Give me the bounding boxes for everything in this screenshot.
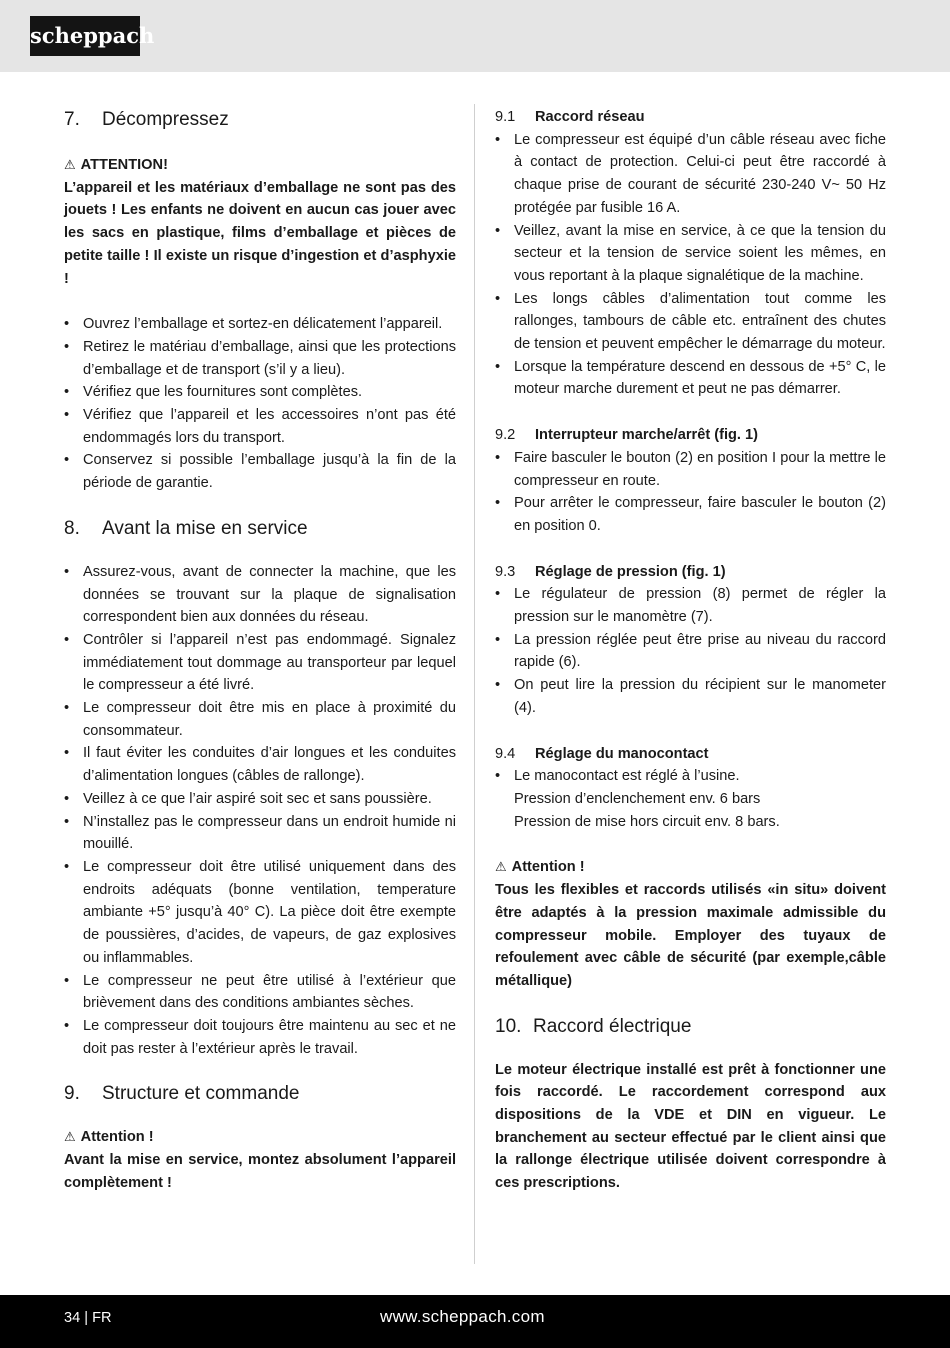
list-item: • Pour arrêter le compresseur, faire basculer le bouton (2) en position 0. [495,495,886,534]
section-number: 9.1 [495,109,516,125]
warning-triangle-icon: ⚠ [64,1129,76,1145]
list-item: • Le compresseur ne peut être utilisé à l’extérieur que brièvement dans des conditions ambiantes sèches. [64,972,456,1012]
left-column [64,106,456,1194]
mains-connection-list [495,129,886,401]
list-item: • N’installez pas le compresseur dans un endroit humide ni mouillé. [64,813,456,853]
section-number: 9. [64,1083,80,1105]
warning-title: ATTENTION! [80,157,168,173]
section-9-4-heading [495,743,886,766]
scheppach-logo: scheppach [30,16,140,56]
section-7-heading [64,106,456,134]
section-number: 8. [64,517,80,539]
warning-text: L’appareil et les matériaux d’emballage ne sont pas des jouets ! Les enfants ne doivent en aucun cas jouer avec les sacs en plastique, films d’emballage et pièces de petite taille ! Il existe un risque d’ingestion et d’asphyxie ! [64,179,456,287]
before-service-list [64,561,456,1060]
list-item: • Le manocontact est réglé à l’usine. Pression d’enclenchement env. 6 bars Pression de mise hors circuit env. 8 bars. [495,765,886,833]
section-title: Interrupteur marche/arrêt (fig. 1) [535,427,759,444]
warning-text: Tous les flexibles et raccords utilisés «in situ» doivent être adaptés à la pression maximale admissible du compresseur mobile. Employer des tuyaux de refoulement avec câble de sécurité (par exemple,câble métallique) [495,882,886,989]
unpack-list [64,313,456,495]
section-number: 7. [64,109,80,130]
section-number: 9.2 [495,427,516,444]
right-column [495,106,886,1195]
list-item: • Vérifiez que les fournitures sont complètes. [64,384,363,401]
list-item: • Retirez le matériau d’emballage, ainsi que les protections d’emballage et de transport (s’il y a lieu). [64,338,456,378]
website-url: www.scheppach.com [380,1307,545,1326]
section-8-heading [64,515,456,543]
warning-heading [64,154,456,177]
page-number: 34 | FR [64,1310,112,1326]
section-9-2-heading [495,424,886,447]
list-item: • Les longs câbles d’alimentation tout comme les rallonges, tambours de câble etc. entraînent des chutes de tension et peuvent empêcher le démarrage du moteur. [495,290,886,353]
section-title: Structure et commande [102,1083,300,1105]
list-item: • Ouvrez l’emballage et sortez-en délicatement l’appareil. [64,316,443,333]
list-item: • Il faut éviter les conduites d’air longues et les conduites d’alimentation longues (câbles de rallonge). [64,745,456,785]
column-divider [474,104,475,1264]
list-item: • Veillez à ce que l’air aspiré soit sec et sans poussière. [64,790,432,807]
section-title: Réglage de pression (fig. 1) [535,563,726,580]
warning-triangle-icon: ⚠ [64,157,76,172]
warning-heading [495,856,886,879]
list-item: • Contrôler si l’appareil n’est pas endommagé. Signalez immédiatement tout dommage au transporteur par lequel le compresseur a été livré. [64,631,456,694]
list-item: • Le compresseur est équipé d’un câble réseau avec fiche à contact de protection. Celui-ci peut être raccordé à chaque prise de courant de sécurité 230-240 V~ 50 Hz protégée par fusible 16 A. [495,131,886,216]
cut-in-pressure: Pression d’enclenchement env. 6 bars [514,790,761,807]
list-item: • Faire basculer le bouton (2) en position I pour la mettre le compresseur en route. [495,449,886,489]
list-item: • On peut lire la pression du récipient sur le manometer (4). [495,677,886,716]
list-item: • La pression réglée peut être prise au niveau du raccord rapide (6). [495,631,886,671]
section-title: Raccord électrique [533,1015,692,1037]
list-item: • Vérifiez que l’appareil et les accessoires n’ont pas été endommagés lors du transport. [64,407,456,446]
list-item: • Le compresseur doit être utilisé uniquement dans des endroits adéquats (bonne ventilation, temperature ambiante +5° jusqu’à 40° C). La pièce doit être exempte de poussières, d’acides, de vapeurs, de gaz explosives ou inflammables. [64,858,456,966]
pressure-switch-list [495,765,886,833]
section-10-heading [495,1013,886,1041]
list-item: • Lorsque la température descend en dessous de +5° C, le moteur marche durement et peut ne pas démarrer. [495,358,886,398]
pressure-adjustment-list [495,583,886,719]
list-item: • Le compresseur doit toujours être maintenu au sec et ne doit pas rester à l’extérieur après le travail. [64,1017,456,1057]
cut-out-pressure: Pression de mise hors circuit env. 8 bars. [514,813,780,830]
section-title: Réglage du manocontact [535,745,709,762]
list-item: • Conservez si possible l’emballage jusqu’à la fin de la période de garantie. [64,452,456,492]
list-item: • Veillez, avant la mise en service, à ce que la tension du secteur et la tension de service soient les mêmes, en vous reportant à la plaque signalétique de la machine. [495,222,886,284]
section-9-heading [64,1080,456,1108]
section-9-1-heading [495,106,886,129]
list-item: • Le compresseur doit être mis en place à proximité du consommateur. [64,700,456,739]
section-number: 9.4 [495,745,516,762]
warning-triangle-icon: ⚠ [495,859,507,875]
section-title: Raccord réseau [535,109,645,125]
section-title: Décompressez [102,109,229,130]
section-9-3-heading [495,561,886,584]
electrical-connection-text: Le moteur électrique installé est prêt à fonctionner une fois raccordé. Le raccordement correspond aux dispositions de la VDE et DIN en vigueur. Le branchement au secteur effectué par le client ainsi que la rallonge électrique utilisée doivent correspondre à ces prescriptions. [495,1061,886,1192]
list-item: • Le régulateur de pression (8) permet de régler la pression sur le manomètre (7). [495,586,886,626]
warning-title: Attention ! [80,1129,154,1146]
warning-title: Attention ! [511,859,585,876]
section-number: 9.3 [495,563,516,580]
on-off-switch-list [495,447,886,538]
section-number: 10. [495,1015,522,1037]
warning-text: Avant la mise en service, montez absolument l’appareil complètement ! [64,1152,456,1191]
list-item: • Assurez-vous, avant de connecter la machine, que les données se trouvant sur la plaque de signalisation correspondent bien aux données du réseau. [64,563,456,626]
section-title: Avant la mise en service [102,517,308,539]
warning-heading [64,1126,456,1149]
